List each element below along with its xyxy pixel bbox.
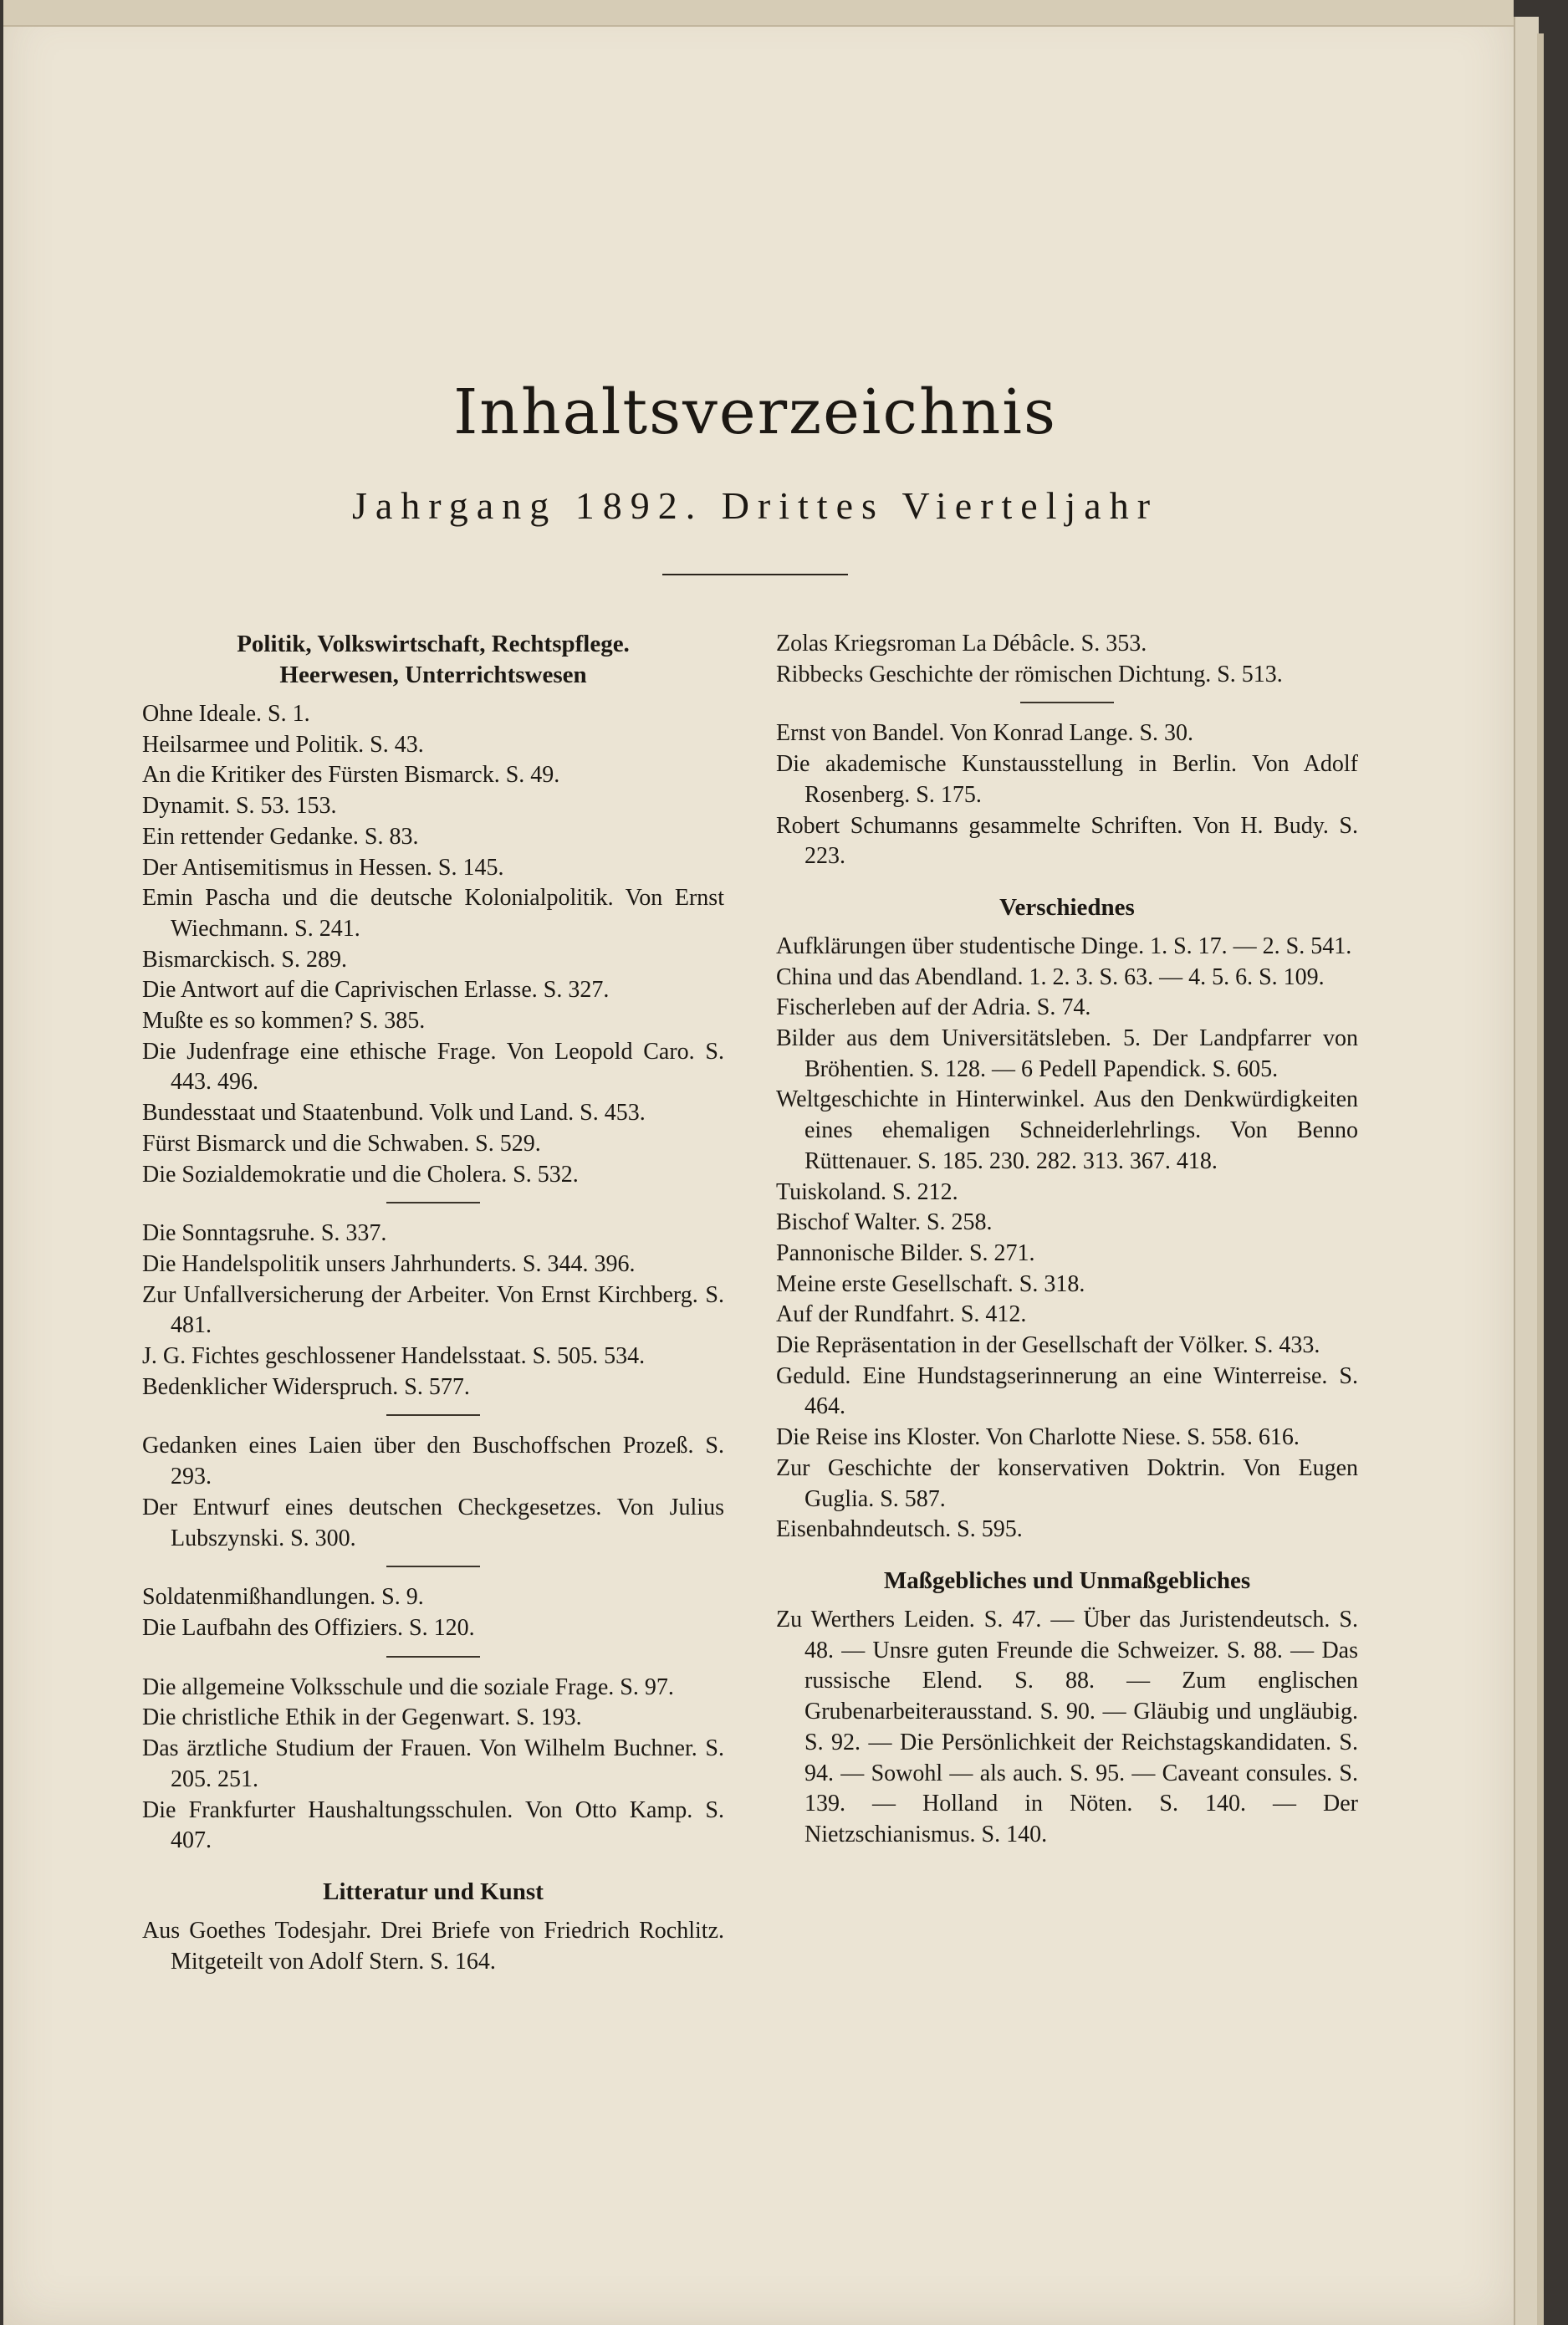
section-heading-verschiednes: Verschiednes bbox=[999, 893, 1135, 921]
toc-entry: Die Reise ins Kloster. Von Charlotte Niese. S. 558. 616. bbox=[776, 1424, 1300, 1451]
toc-entry: Heilsarmee und Politik. S. 43. bbox=[142, 731, 424, 758]
group-divider bbox=[386, 1566, 480, 1567]
toc-entry: Der Entwurf eines deutschen Checkgesetzes. Von Julius Lubszynski. S. 300. bbox=[142, 1494, 724, 1551]
toc-entry: Das ärztliche Studium der Frauen. Von Wilhelm Buchner. S. 205. 251. bbox=[142, 1735, 724, 1792]
toc-entry: Fürst Bismarck und die Schwaben. S. 529. bbox=[142, 1130, 541, 1157]
toc-entry: China und das Abendland. 1. 2. 3. S. 63. — 4. 5. 6. S. 109. bbox=[776, 963, 1325, 990]
page-title: Inhaltsverzeichnis bbox=[453, 376, 1057, 448]
page-top-edge bbox=[3, 0, 1514, 27]
heading-line: Politik, Volkswirtschaft, Rechtspflege. bbox=[237, 631, 630, 657]
toc-entry: Geduld. Eine Hundstagserinnerung an eine Winterreise. S. 464. bbox=[776, 1362, 1358, 1420]
section-heading-politik bbox=[142, 629, 724, 691]
toc-entry: Tuiskoland. S. 212. bbox=[776, 1178, 958, 1205]
toc-entry: Die Sozialdemokratie und die Cholera. S. 532. bbox=[142, 1161, 579, 1188]
section-heading-litteratur: Litteratur und Kunst bbox=[323, 1878, 544, 1905]
entry-group bbox=[142, 1219, 724, 1403]
entry-group bbox=[776, 932, 1358, 1546]
toc-entry: Emin Pascha und die deutsche Kolonialpolitik. Von Ernst Wiechmann. S. 241. bbox=[142, 885, 724, 942]
section-heading-massgebliches: Maßgebliches und Unmaßgebliches bbox=[883, 1566, 1251, 1594]
entry-group bbox=[142, 699, 724, 1190]
toc-entry: Mußte es so kommen? S. 385. bbox=[142, 1008, 426, 1035]
page-edge-shadow bbox=[1537, 33, 1544, 2325]
toc-entry: Fischerleben auf der Adria. S. 74. bbox=[776, 994, 1091, 1021]
toc-entry: Zolas Kriegsroman La Débâcle. S. 353. bbox=[776, 631, 1147, 657]
toc-entry: An die Kritiker des Fürsten Bismarck. S. 49. bbox=[142, 762, 560, 789]
toc-entry: Bedenklicher Widerspruch. S. 577. bbox=[142, 1373, 470, 1400]
toc-entry: Aufklärungen über studentische Dinge. 1. S. 17. — 2. S. 541. bbox=[776, 933, 1352, 959]
group-divider bbox=[386, 1414, 480, 1416]
entry-group bbox=[142, 1582, 724, 1643]
entry-group bbox=[776, 718, 1358, 872]
toc-entry: Ohne Ideale. S. 1. bbox=[142, 701, 310, 727]
toc-entry: J. G. Fichtes geschlossener Handelsstaat. S. 505. 534. bbox=[142, 1343, 646, 1370]
toc-entry: Pannonische Bilder. S. 271. bbox=[776, 1239, 1035, 1266]
right-column bbox=[776, 629, 1358, 1851]
toc-entry: Die allgemeine Volksschule und die soziale Frage. S. 97. bbox=[142, 1673, 674, 1700]
group-divider bbox=[1020, 702, 1114, 703]
toc-entry: Ribbecks Geschichte der römischen Dichtung. S. 513. bbox=[776, 661, 1283, 687]
toc-entry: Die christliche Ethik in der Gegenwart. S. 193. bbox=[142, 1704, 582, 1731]
toc-paragraph: Zu Werthers Leiden. S. 47. — Über das Juristendeutsch. S. 48. — Unsre guten Freunde die Schweizer. S. 88. — Das russische Elend. S. 88. — Zum englischen Grubenarbeiterausstand. S. 90. — Gläubig und ungläubig. S. 92. — Die Persönlichkeit der Reichstagskandidaten. S. 94. — Sowohl — als auch. S. 95. — Caveant consules. S. 139. — Holland in Nöten. S. 140. — Der Nietzschianismus. S. 140. bbox=[776, 1606, 1358, 1847]
toc-entry: Die Frankfurter Haushaltungsschulen. Von Otto Kamp. S. 407. bbox=[142, 1796, 724, 1854]
toc-entry: Aus Goethes Todesjahr. Drei Briefe von Friedrich Rochlitz. Mitgeteilt von Adolf Stern. S. 164. bbox=[142, 1917, 724, 1975]
toc-entry: Ernst von Bandel. Von Konrad Lange. S. 30. bbox=[776, 720, 1194, 747]
toc-entry: Die Laufbahn des Offiziers. S. 120. bbox=[142, 1614, 475, 1641]
toc-entry: Die Sonntagsruhe. S. 337. bbox=[142, 1220, 387, 1247]
toc-entry: Bilder aus dem Universitätsleben. 5. Der Landpfarrer von Bröhentien. S. 128. — 6 Pedell Papendick. S. 605. bbox=[776, 1025, 1358, 1082]
toc-entry: Zur Unfallversicherung der Arbeiter. Von Ernst Kirchberg. S. 481. bbox=[142, 1281, 724, 1339]
toc-entry: Der Antisemitismus in Hessen. S. 145. bbox=[142, 854, 504, 881]
toc-entry: Die Judenfrage eine ethische Frage. Von Leopold Caro. S. 443. 496. bbox=[142, 1038, 724, 1096]
title-divider bbox=[662, 574, 848, 575]
page-subtitle: Jahrgang 1892. Drittes Vierteljahr bbox=[351, 484, 1159, 527]
toc-entry: Ein rettender Gedanke. S. 83. bbox=[142, 823, 419, 850]
toc-entry: Bismarckisch. S. 289. bbox=[142, 946, 347, 973]
page-edge bbox=[1514, 17, 1539, 2325]
entry-group bbox=[142, 1673, 724, 1857]
toc-entry: Gedanken eines Laien über den Buschoffschen Prozeß. S. 293. bbox=[142, 1433, 724, 1490]
toc-entry: Die Antwort auf die Caprivischen Erlasse. S. 327. bbox=[142, 977, 610, 1004]
group-divider bbox=[386, 1656, 480, 1658]
toc-entry: Weltgeschichte in Hinterwinkel. Aus den Denkwürdigkeiten eines ehemaligen Schneiderlehrlings. Von Benno Rüttenauer. S. 185. 230. 282. 313. 367. 418. bbox=[776, 1086, 1358, 1174]
toc-entry: Meine erste Gesellschaft. S. 318. bbox=[776, 1270, 1085, 1297]
toc-entry: Auf der Rundfahrt. S. 412. bbox=[776, 1301, 1027, 1328]
toc-entry: Zur Geschichte der konservativen Doktrin. Von Eugen Guglia. S. 587. bbox=[776, 1454, 1358, 1512]
toc-entry: Die Repräsentation in der Gesellschaft der Völker. S. 433. bbox=[776, 1332, 1320, 1359]
toc-entry: Dynamit. S. 53. 153. bbox=[142, 793, 337, 820]
heading-line: Heerwesen, Unterrichtswesen bbox=[279, 662, 587, 688]
toc-entry: Bischof Walter. S. 258. bbox=[776, 1209, 993, 1236]
toc-entry: Bundesstaat und Staatenbund. Volk und Land. S. 453. bbox=[142, 1100, 646, 1127]
entry-group bbox=[142, 1916, 724, 1977]
left-column bbox=[142, 629, 724, 1977]
entry-group bbox=[142, 1431, 724, 1554]
toc-entry: Soldatenmißhandlungen. S. 9. bbox=[142, 1584, 424, 1611]
toc-entry: Die Handelspolitik unsers Jahrhunderts. S. 344. 396. bbox=[142, 1250, 636, 1277]
entry-group bbox=[776, 629, 1358, 690]
group-divider bbox=[386, 1202, 480, 1203]
toc-entry: Die akademische Kunstausstellung in Berlin. Von Adolf Rosenberg. S. 175. bbox=[776, 751, 1358, 808]
toc-entry: Robert Schumanns gesammelte Schriften. Von H. Budy. S. 223. bbox=[776, 812, 1358, 870]
toc-entry: Eisenbahndeutsch. S. 595. bbox=[776, 1516, 1023, 1543]
